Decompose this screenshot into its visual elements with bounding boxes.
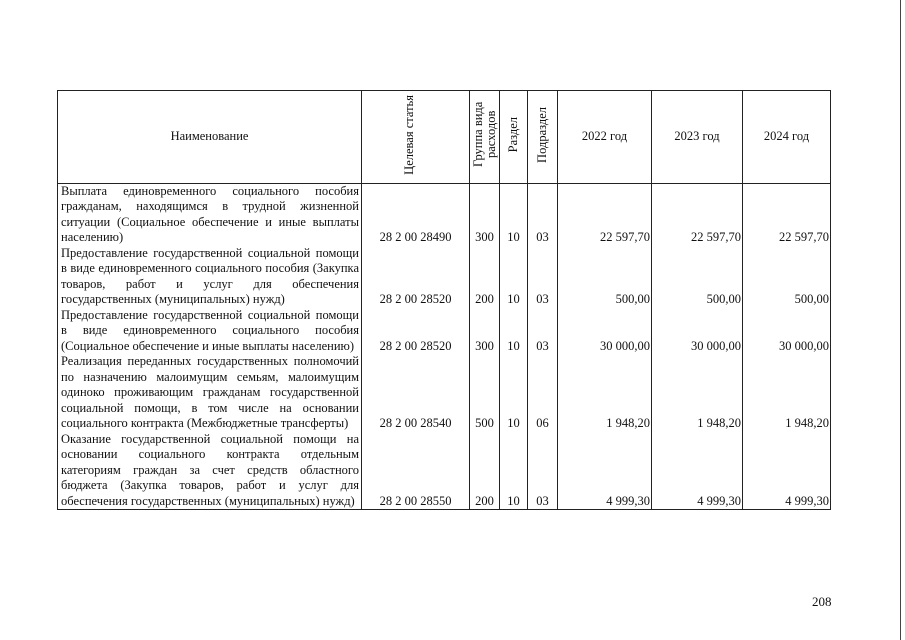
row-name: Выплата единовременного социального пособия гражданам, находящимся в трудной жизненной ситуации (Социальное обеспечение и иные выплаты населению) (58, 183, 362, 246)
row-2022: 22 597,70 (558, 183, 652, 246)
row-section: 10 (500, 308, 528, 355)
row-section: 10 (500, 246, 528, 308)
row-2023: 500,00 (652, 246, 743, 308)
header-2023: 2023 год (652, 91, 743, 184)
row-2024: 4 999,30 (743, 432, 831, 510)
header-expense-group: Группа вида расходов (470, 101, 498, 168)
table-row (58, 183, 831, 246)
row-name: Предоставление государственной социальной помощи в виде единовременного социального пособия (Социальное обеспечение и иные выплаты населению) (58, 308, 362, 355)
row-section: 10 (500, 183, 528, 246)
row-group: 200 (470, 246, 500, 308)
row-2022: 4 999,30 (558, 432, 652, 510)
header-target-article-cell (362, 91, 470, 184)
header-expense-group-cell (470, 91, 500, 184)
header-2024: 2024 год (743, 91, 831, 184)
row-2024: 30 000,00 (743, 308, 831, 355)
row-subsection: 03 (528, 246, 558, 308)
row-section: 10 (500, 354, 528, 432)
table-row (58, 432, 831, 510)
table-row (58, 246, 831, 308)
row-section: 10 (500, 432, 528, 510)
row-2022: 30 000,00 (558, 308, 652, 355)
row-2024: 22 597,70 (743, 183, 831, 246)
row-name: Реализация переданных государственных полномочий по назначению малоимущим семьям, малоимущим одиноко проживающим гражданам государственной социальной помощи, в том числе на основании социального контракта (Межбюджетные трансферты) (58, 354, 362, 432)
row-group: 200 (470, 432, 500, 510)
row-2023: 4 999,30 (652, 432, 743, 510)
row-group: 300 (470, 308, 500, 355)
header-subsection-cell (528, 91, 558, 184)
row-article: 28 2 00 28520 (362, 308, 470, 355)
row-2022: 500,00 (558, 246, 652, 308)
header-2022: 2022 год (558, 91, 652, 184)
row-2023: 22 597,70 (652, 183, 743, 246)
row-group: 300 (470, 183, 500, 246)
row-article: 28 2 00 28490 (362, 183, 470, 246)
row-subsection: 03 (528, 308, 558, 355)
table-row (58, 354, 831, 432)
row-2023: 30 000,00 (652, 308, 743, 355)
header-subsection: Подраздел (535, 106, 549, 163)
row-2024: 1 948,20 (743, 354, 831, 432)
row-group: 500 (470, 354, 500, 432)
row-article: 28 2 00 28520 (362, 246, 470, 308)
table-row (58, 308, 831, 355)
row-subsection: 06 (528, 354, 558, 432)
header-target-article: Целевая статья (401, 94, 416, 175)
row-article: 28 2 00 28540 (362, 354, 470, 432)
budget-table (57, 90, 831, 510)
row-subsection: 03 (528, 183, 558, 246)
header-section-cell (500, 91, 528, 184)
row-article: 28 2 00 28550 (362, 432, 470, 510)
row-2024: 500,00 (743, 246, 831, 308)
header-name: Наименование (58, 91, 362, 184)
page-edge-line (900, 0, 901, 640)
row-name: Предоставление государственной социальной помощи в виде единовременного социального пособия (Закупка товаров, работ и услуг для обеспечения государственных (муниципальных) нужд) (58, 246, 362, 308)
row-2023: 1 948,20 (652, 354, 743, 432)
table-header-row (58, 91, 831, 184)
header-section: Раздел (506, 116, 520, 153)
row-name: Оказание государственной социальной помощи на основании социального контракта отдельным категориям граждан за счет средств областного бюджета (Закупка товаров, работ и услуг для обеспечения государственных (муниципальных) нужд) (58, 432, 362, 510)
row-2022: 1 948,20 (558, 354, 652, 432)
page-number: 208 (812, 594, 832, 609)
row-subsection: 03 (528, 432, 558, 510)
